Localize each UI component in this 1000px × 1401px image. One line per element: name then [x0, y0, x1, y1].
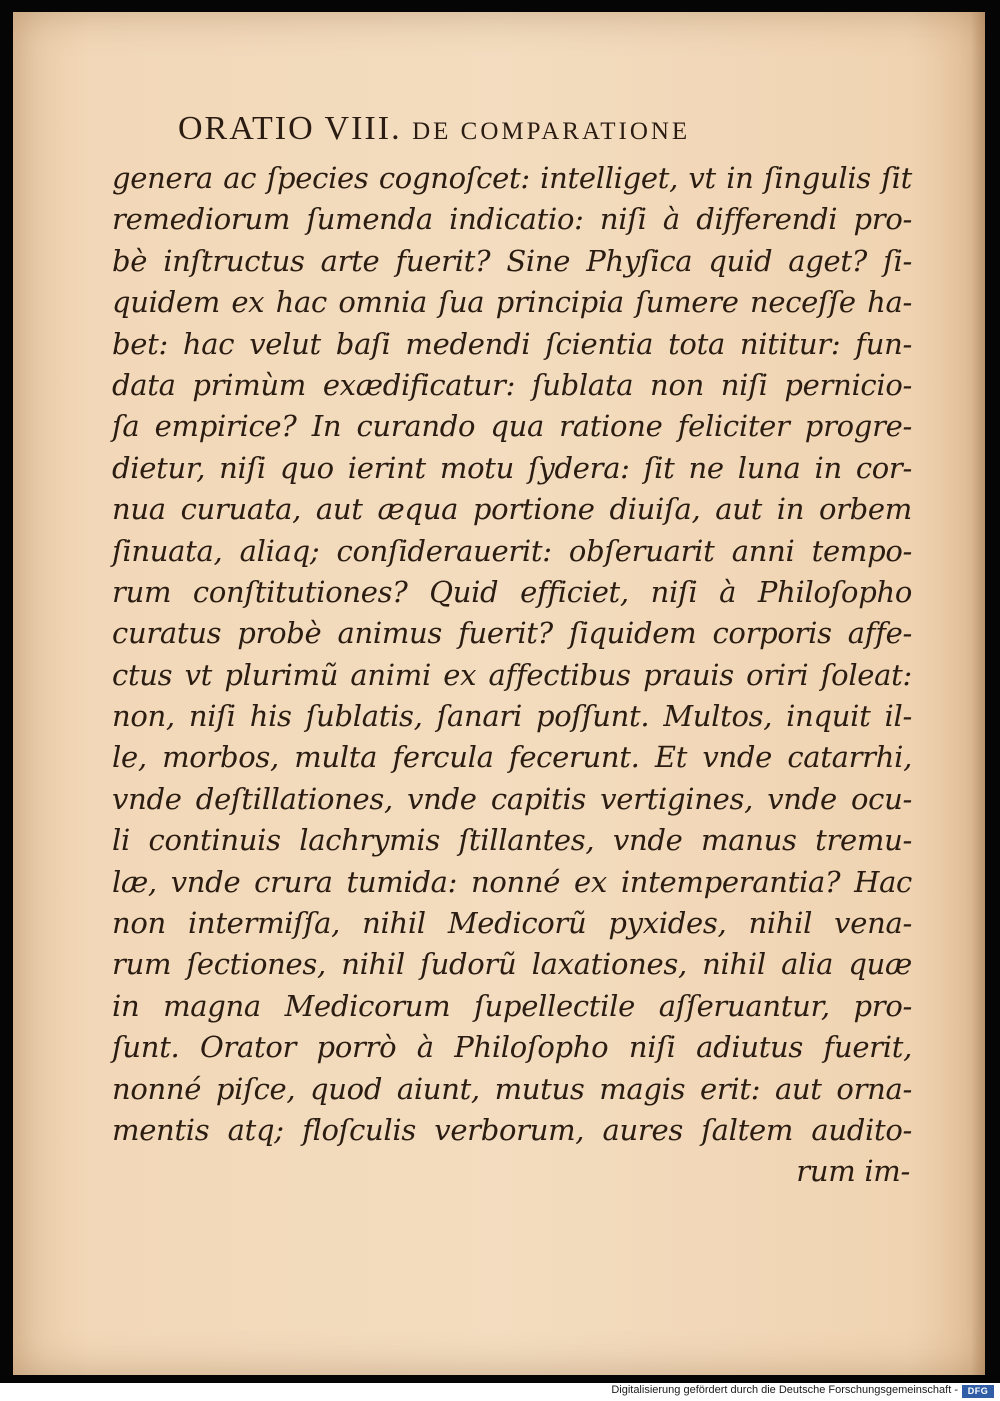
text-line: genera ac ſpecies cognoſcet: intelliget, vt in ſingulis ſit — [112, 161, 912, 195]
text-line: ſunt. Orator porrò à Philoſopho niſi adiutus fuerit, — [112, 1030, 912, 1065]
text-line: curatus probè animus fuerit? ſiquidem corporis affe- — [112, 616, 912, 651]
text-line: in magna Medicorum ſupellectile aſſeruantur, pro- — [112, 988, 912, 1023]
text-line: rum ſectiones, nihil ſudorũ laxationes, nihil alia quæ — [112, 947, 912, 982]
page-edge-shadow — [971, 12, 985, 1375]
text-line: data primùm exædificatur: ſublata non niſi pernicio- — [112, 367, 912, 402]
body-text — [112, 158, 912, 1193]
text-line: le, morbos, multa fercula fecerunt. Et vnde catarrhi, — [112, 740, 912, 775]
text-line: ſa empirice? In curando qua ratione feliciter progre- — [112, 409, 912, 444]
text-line: læ, vnde crura tumida: nonné ex intemperantia? Hac — [112, 864, 912, 899]
text-line: bet: hac velut baſi medendi ſcientia tota nititur: fun- — [112, 326, 912, 361]
text-line: nonné piſce, quod aiunt, mutus magis erit: aut orna- — [112, 1071, 912, 1106]
running-head — [178, 110, 848, 148]
text-line: ctus vt plurimũ animi ex affectibus prauis oriri ſoleat: — [112, 657, 912, 692]
text-line: quidem ex hac omnia ſua principia ſumere neceſſe ha- — [112, 285, 912, 320]
text-line: mentis atq; floſculis verborum, aures ſaltem audito- — [112, 1112, 912, 1147]
text-line: remediorum ſumenda indicatio: niſi à differendi pro- — [112, 202, 912, 237]
text-line: rum conſtitutiones? Quid efficiet, niſi à Philoſopho — [112, 574, 912, 609]
text-line: nua curuata, aut æqua portione diuiſa, aut in orbem — [112, 492, 912, 527]
text-line: bè inſtructus arte fuerit? Sine Phyſica quid aget? ſi- — [112, 243, 912, 278]
text-line: dietur, niſi quo ierint motu ſydera: ſit ne luna in cor- — [112, 450, 912, 485]
running-head-title: ORATIO VIII. — [178, 110, 402, 147]
text-line: non, niſi his ſublatis, ſanari poſſunt. Multos, inquit il- — [112, 699, 912, 734]
catchword: rum im- — [796, 1154, 910, 1189]
text-line: non intermiſſa, nihil Medicorũ pyxides, nihil vena- — [112, 906, 912, 941]
dfg-logo-icon: DFG — [962, 1385, 994, 1398]
running-head-subtitle: DE COMPARATIONE — [412, 118, 691, 145]
text-line: vnde deſtillationes, vnde capitis vertigines, vnde ocu- — [112, 781, 912, 816]
text-line: ſinuata, aliaq; conſiderauerit: obſeruarit anni tempo- — [112, 533, 912, 568]
funding-note: Digitalisierung gefördert durch die Deutsche Forschungsgemeinschaft - — [611, 1384, 958, 1396]
text-line: li continuis lachrymis ſtillantes, vnde manus tremu- — [112, 823, 912, 858]
